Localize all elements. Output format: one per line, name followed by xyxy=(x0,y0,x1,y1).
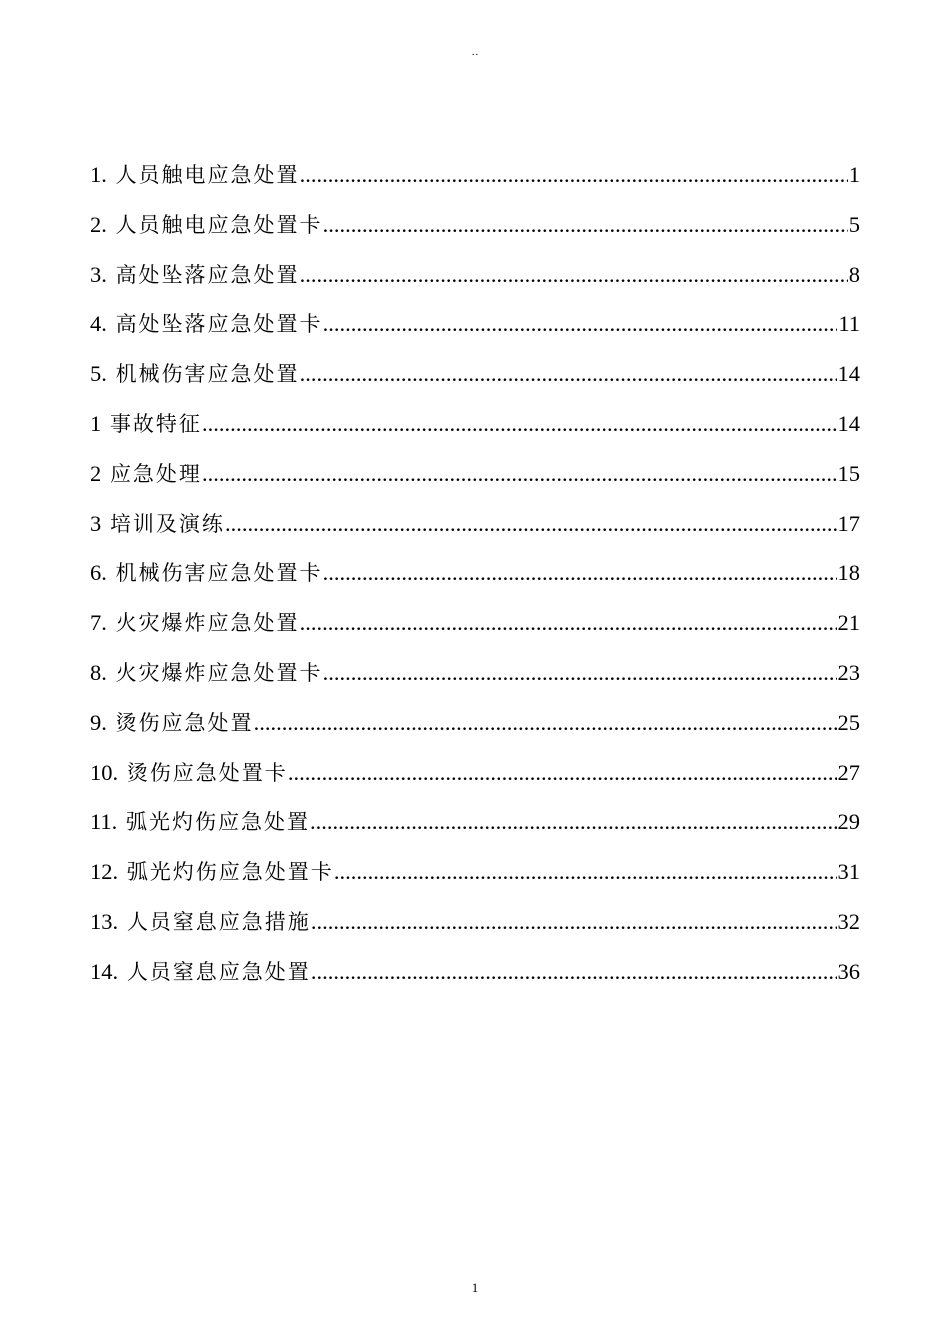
toc-entry-number: 13. xyxy=(90,908,119,934)
toc-entry-number: 3. xyxy=(90,261,107,287)
toc-entry-number: 2. xyxy=(90,211,107,237)
toc-dot-leader xyxy=(288,748,837,798)
toc-entry-number: 11. xyxy=(90,809,118,835)
toc-dot-leader xyxy=(300,150,848,200)
toc-dot-leader xyxy=(300,250,848,300)
toc-entry-title xyxy=(90,698,254,748)
header-mark: ·· xyxy=(471,49,479,61)
toc-entry[interactable] xyxy=(90,548,860,598)
toc-entry[interactable] xyxy=(90,250,860,300)
toc-entry-text: 弧光灼伤应急处置 xyxy=(125,810,310,835)
toc-dot-leader xyxy=(202,449,837,499)
toc-entry-number: 10. xyxy=(90,759,119,785)
toc-entry-text: 培训及演练 xyxy=(109,511,225,536)
toc-entry[interactable] xyxy=(90,698,860,748)
footer-page-number: 1 xyxy=(471,1280,479,1295)
toc-entry-text: 高处坠落应急处置卡 xyxy=(115,312,323,337)
toc-entry-number: 5. xyxy=(90,361,107,387)
toc-entry-page: 36 xyxy=(837,958,860,984)
toc-entry-text: 弧光灼伤应急处置卡 xyxy=(126,860,334,885)
table-of-contents xyxy=(90,150,860,997)
toc-entry-number: 3 xyxy=(90,510,102,536)
toc-dot-leader xyxy=(323,299,838,349)
toc-entry-title xyxy=(90,299,323,349)
toc-dot-leader xyxy=(311,897,837,947)
toc-dot-leader xyxy=(323,548,837,598)
toc-entry-page: 32 xyxy=(837,908,860,934)
toc-dot-leader xyxy=(323,200,848,250)
toc-entry-number: 4. xyxy=(90,311,107,337)
toc-entry[interactable] xyxy=(90,499,860,549)
toc-dot-leader xyxy=(300,598,837,648)
toc-entry[interactable] xyxy=(90,449,860,499)
toc-entry-title xyxy=(90,349,300,399)
toc-entry-title xyxy=(90,250,300,300)
toc-entry-number: 9. xyxy=(90,709,107,735)
toc-entry-page: 29 xyxy=(837,809,860,835)
toc-entry-number: 8. xyxy=(90,659,107,685)
toc-entry[interactable] xyxy=(90,399,860,449)
toc-entry-page: 31 xyxy=(837,859,860,885)
toc-entry-page: 15 xyxy=(837,460,860,486)
toc-entry-page: 14 xyxy=(837,410,860,436)
toc-dot-leader xyxy=(334,847,837,897)
toc-entry-text: 机械伤害应急处置卡 xyxy=(115,561,323,586)
toc-entry-text: 高处坠落应急处置 xyxy=(115,262,300,287)
toc-entry-page: 21 xyxy=(837,610,860,636)
toc-entry-page: 5 xyxy=(848,211,860,237)
toc-entry-text: 火灾爆炸应急处置 xyxy=(115,611,300,636)
toc-entry-page: 11 xyxy=(838,311,860,337)
toc-entry[interactable] xyxy=(90,797,860,847)
toc-entry-number: 2 xyxy=(90,460,102,486)
toc-entry-number: 14. xyxy=(90,958,119,984)
toc-entry[interactable] xyxy=(90,598,860,648)
toc-entry-text: 人员触电应急处置 xyxy=(115,163,300,187)
toc-entry-number: 6. xyxy=(90,560,107,586)
toc-entry[interactable] xyxy=(90,200,860,250)
toc-entry[interactable] xyxy=(90,748,860,798)
toc-entry-title xyxy=(90,449,202,499)
toc-entry-page: 8 xyxy=(848,261,860,287)
toc-dot-leader xyxy=(254,698,837,748)
toc-entry-title xyxy=(90,150,300,200)
toc-entry[interactable] xyxy=(90,349,860,399)
toc-entry-title xyxy=(90,947,311,997)
toc-entry-title xyxy=(90,648,323,698)
toc-entry-page: 18 xyxy=(837,560,860,586)
toc-entry[interactable] xyxy=(90,947,860,997)
toc-entry-text: 人员触电应急处置卡 xyxy=(115,212,323,237)
toc-entry-title xyxy=(90,200,323,250)
toc-entry[interactable] xyxy=(90,150,860,200)
toc-entry[interactable] xyxy=(90,648,860,698)
toc-dot-leader xyxy=(225,499,837,549)
toc-entry-text: 火灾爆炸应急处置卡 xyxy=(115,660,323,685)
toc-entry-text: 烫伤应急处置卡 xyxy=(126,760,288,785)
toc-dot-leader xyxy=(323,648,837,698)
toc-entry-text: 人员窒息应急措施 xyxy=(126,909,311,934)
toc-entry-title xyxy=(90,897,311,947)
toc-entry-page: 27 xyxy=(837,759,860,785)
toc-entry-text: 烫伤应急处置 xyxy=(115,710,254,735)
toc-entry-number: 12. xyxy=(90,859,119,885)
toc-entry-title xyxy=(90,598,300,648)
toc-entry-page: 1 xyxy=(848,162,860,187)
toc-dot-leader xyxy=(202,399,837,449)
toc-entry-text: 应急处理 xyxy=(109,461,202,486)
toc-dot-leader xyxy=(310,797,837,847)
toc-entry-text: 机械伤害应急处置 xyxy=(115,362,300,387)
toc-entry-text: 事故特征 xyxy=(109,411,202,436)
toc-entry-page: 25 xyxy=(837,709,860,735)
toc-entry-page: 23 xyxy=(837,659,860,685)
toc-entry-number: 1 xyxy=(90,410,102,436)
toc-entry-title xyxy=(90,847,334,897)
toc-entry-title xyxy=(90,499,225,549)
toc-entry-title xyxy=(90,748,288,798)
toc-entry-page: 14 xyxy=(837,361,860,387)
toc-entry-title xyxy=(90,548,323,598)
toc-entry[interactable] xyxy=(90,299,860,349)
toc-entry[interactable] xyxy=(90,897,860,947)
toc-entry-number: 7. xyxy=(90,610,107,636)
toc-entry-title xyxy=(90,399,202,449)
toc-dot-leader xyxy=(300,349,837,399)
toc-entry-page: 17 xyxy=(837,510,860,536)
toc-entry-title xyxy=(90,797,310,847)
toc-dot-leader xyxy=(311,947,837,997)
toc-entry-number: 1. xyxy=(90,162,107,187)
toc-entry[interactable] xyxy=(90,847,860,897)
toc-entry-text: 人员窒息应急处置 xyxy=(126,959,311,984)
